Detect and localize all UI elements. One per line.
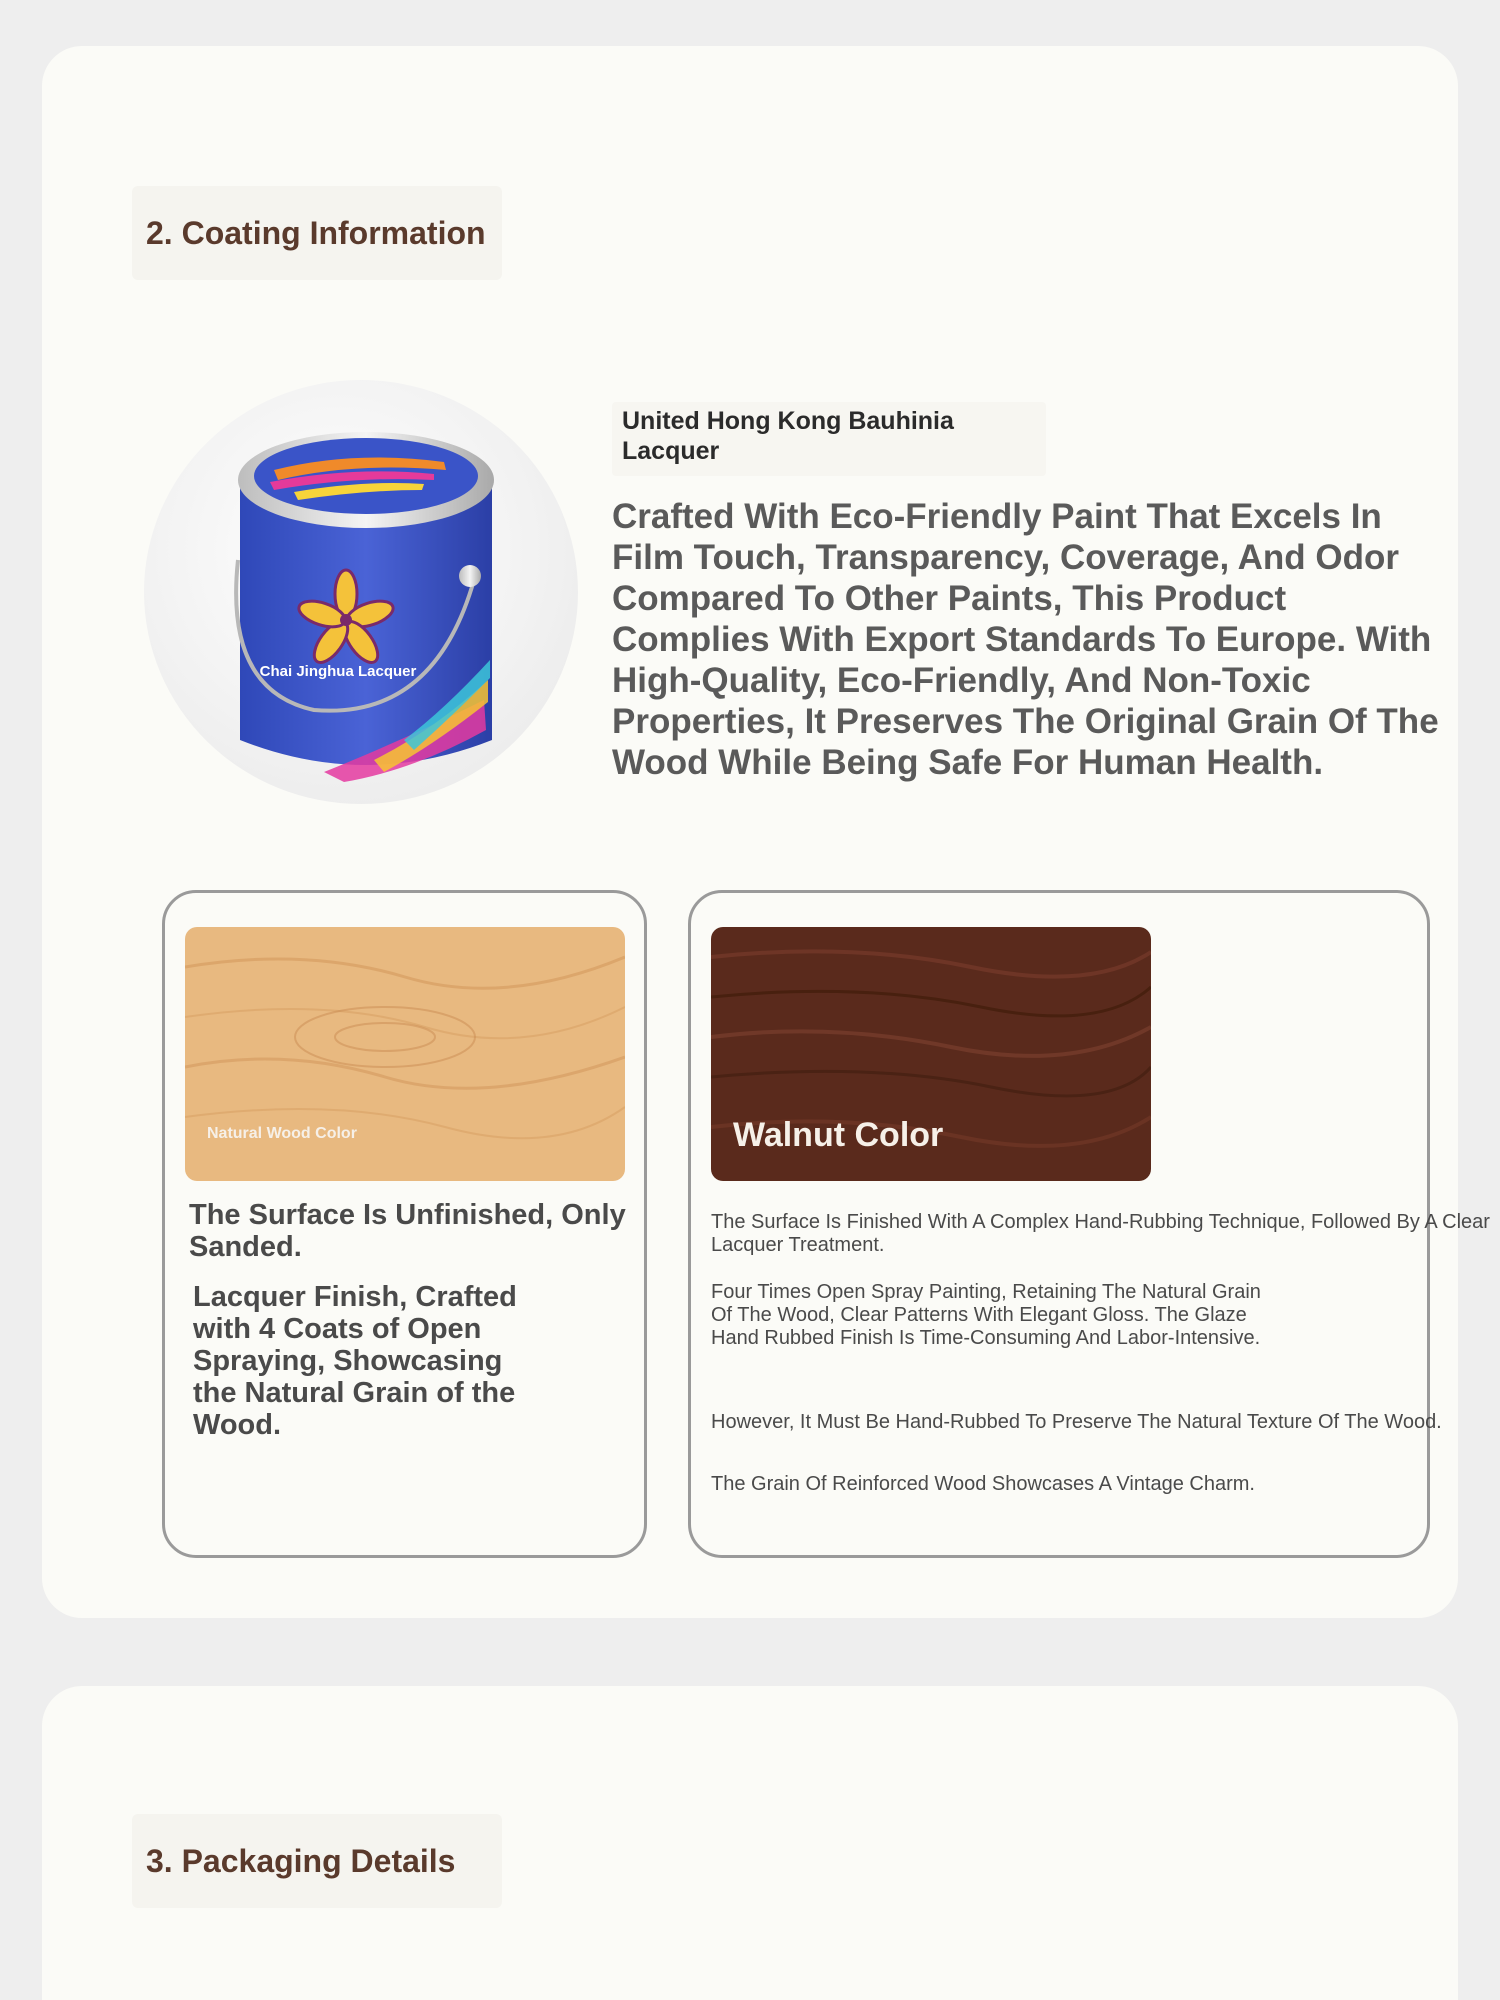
paint-can-image [234,410,498,788]
natural-wood-label: Natural Wood Color [207,1125,357,1142]
coating-section-title: 2. Coating Information [132,186,502,280]
walnut-text-1: The Surface Is Finished With A Complex Hand-Rubbing Technique, Followed By A Clear Lacquer Treatment. [711,1211,1490,1256]
natural-wood-option [162,890,647,1558]
natural-wood-description: Lacquer Finish, Crafted with 4 Coats of Open Spraying, Showcasing the Natural Grain of the Wood. [193,1281,517,1441]
natural-wood-title: The Surface Is Unfinished, Only Sanded. [189,1199,626,1263]
natural-wood-swatch [185,927,625,1181]
walnut-label: Walnut Color [733,1116,944,1154]
coating-card [42,46,1490,1618]
can-label: Chai Jinghua Lacquer [259,663,417,680]
walnut-text-4: The Grain Of Reinforced Wood Showcases A Vintage Charm. [711,1473,1255,1495]
walnut-text-3: However, It Must Be Hand-Rubbed To Preserve The Natural Texture Of The Wood. [711,1411,1442,1433]
walnut-text-2: Four Times Open Spray Painting, Retaining The Natural Grain Of The Wood, Clear Patterns With Elegant Gloss. The Glaze Hand Rubbed Finish Is Time-Consuming And Labor-Intensive. [711,1281,1261,1349]
packaging-card [42,1686,1458,2000]
walnut-swatch [711,927,1151,1181]
walnut-option [688,890,1490,1558]
packaging-section-title: 3. Packaging Details [132,1814,502,1908]
brand-name: United Hong Kong Bauhinia Lacquer [612,402,1046,476]
product-description: Crafted With Eco-Friendly Paint That Excels In Film Touch, Transparency, Coverage, And Odor Compared To Other Paints, This Product Complies With Export Standards To Europe. With High-Quality, Eco-Friendly, And Non-Toxic Properties, It Preserves The Original Grain Of The Wood While Being Safe For Human Health. [612,497,1439,782]
